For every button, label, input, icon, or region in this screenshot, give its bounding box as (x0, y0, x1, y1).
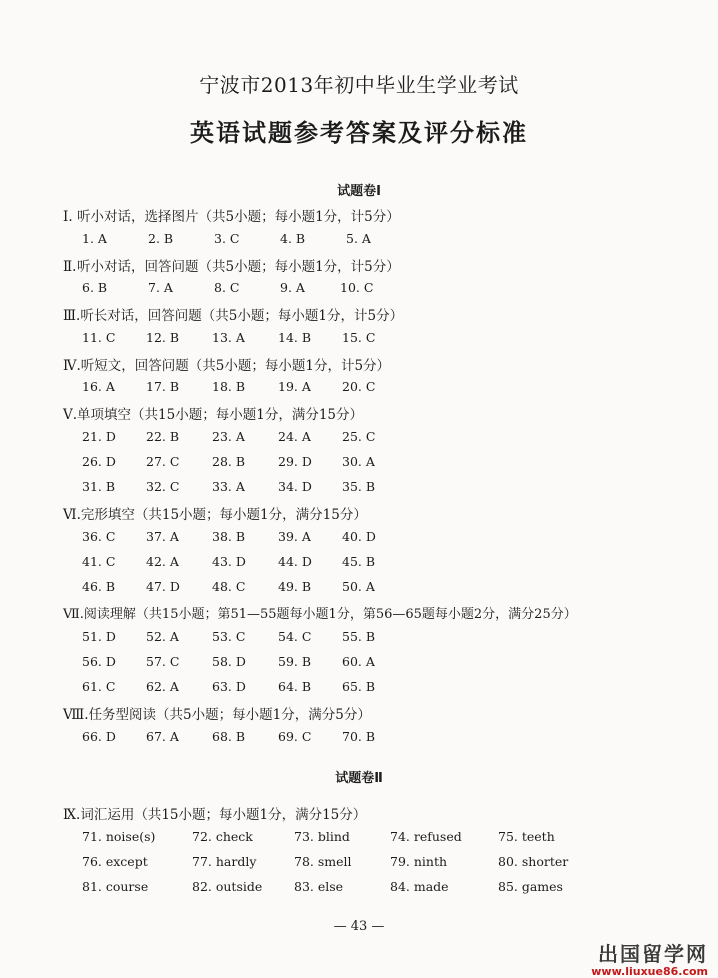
answer-cell: 15. C (342, 330, 376, 345)
answer-cell: 33. A (212, 479, 245, 494)
answer-cell: 10. C (340, 280, 374, 295)
answer-cell: 47. D (146, 579, 180, 594)
section-number: Ⅵ. (63, 507, 81, 523)
paper-two-title: 试题卷Ⅱ (335, 771, 383, 786)
answer-cell: 60. A (342, 654, 375, 669)
answer-cell: 24. A (278, 429, 311, 444)
section-heading (63, 354, 390, 374)
answer-cell: 11. C (82, 330, 116, 345)
answer-cell: 3. C (214, 231, 240, 246)
answer-cell: 44. D (278, 554, 312, 569)
answer-cell: 17. B (146, 379, 180, 394)
answer-cell: 6. B (82, 280, 108, 295)
watermark-url: www.liuxue86.com (591, 965, 708, 978)
answer-cell: 55. B (342, 629, 376, 644)
answer-cell: 18. B (212, 379, 246, 394)
section-number: Ⅴ. (63, 407, 78, 423)
answer-cell: 57. C (146, 654, 180, 669)
answer-cell: 35. B (342, 479, 376, 494)
answer-cell: 20. C (342, 379, 376, 394)
answer-cell: 25. C (342, 429, 376, 444)
answer-cell: 36. C (82, 529, 116, 544)
vocab-cell: 78. smell (294, 854, 352, 869)
answer-cell: 46. B (82, 579, 116, 594)
answer-cell: 63. D (212, 679, 246, 694)
answer-cell: 45. B (342, 554, 376, 569)
answer-cell: 50. A (342, 579, 375, 594)
answer-cell: 62. A (146, 679, 179, 694)
page-number: — 43 — (333, 919, 385, 934)
answer-cell: 53. C (212, 629, 246, 644)
section-title: 单项填空（共15小题；每小题1分，满分15分） (77, 407, 363, 423)
watermark-name: 出国留学网 (598, 942, 708, 966)
section-number: Ⅱ. (63, 259, 77, 275)
vocab-cell: 72. check (192, 829, 253, 844)
answer-cell: 52. A (146, 629, 179, 644)
answer-cell: 13. A (212, 330, 245, 345)
section-heading (63, 403, 363, 423)
section-title: 词汇运用（共15小题；每小题1分，满分15分） (80, 807, 367, 823)
section-number: Ⅸ. (63, 807, 81, 823)
section-heading (63, 255, 400, 275)
answer-cell: 54. C (278, 629, 312, 644)
answer-cell: 42. A (146, 554, 179, 569)
section-heading (63, 803, 366, 823)
answer-cell: 34. D (278, 479, 312, 494)
vocab-cell: 76. except (82, 854, 148, 869)
answer-cell: 66. D (82, 729, 116, 744)
section-number: Ⅷ. (63, 707, 89, 723)
section-number: Ⅳ. (63, 358, 81, 374)
section-number: Ⅶ. (63, 607, 84, 622)
section-title: 阅读理解（共15小题；第51—55题每小题1分，第56—65题每小题2分，满分25分） (83, 607, 577, 622)
answer-cell: 23. A (212, 429, 245, 444)
section-heading (63, 503, 367, 523)
answer-cell: 39. A (278, 529, 311, 544)
section-number: Ⅰ. (63, 209, 73, 225)
answer-cell: 40. D (342, 529, 376, 544)
vocab-cell: 83. else (294, 879, 344, 894)
answer-cell: 22. B (146, 429, 180, 444)
answer-cell: 61. C (82, 679, 116, 694)
section-title: 听小对话，回答问题（共5小题；每小题1分，计5分） (77, 259, 400, 275)
answer-cell: 70. B (342, 729, 376, 744)
vocab-cell: 81. course (82, 879, 149, 894)
section-title: 任务型阅读（共5小题；每小题1分，满分5分） (88, 707, 371, 723)
exam-title: 宁波市2013年初中毕业生学业考试 (199, 73, 519, 97)
answer-cell: 32. C (146, 479, 180, 494)
answer-cell: 27. C (146, 454, 180, 469)
section-number: Ⅲ. (63, 308, 81, 324)
answer-cell: 7. A (148, 280, 173, 295)
answer-cell: 14. B (278, 330, 312, 345)
answer-cell: 4. B (280, 231, 306, 246)
site-watermark (591, 938, 708, 978)
answer-cell: 43. D (212, 554, 246, 569)
section-heading (63, 304, 403, 324)
answer-cell: 59. B (278, 654, 312, 669)
answer-cell: 29. D (278, 454, 312, 469)
vocab-cell: 75. teeth (498, 829, 555, 844)
answer-cell: 56. D (82, 654, 116, 669)
answer-cell: 21. D (82, 429, 116, 444)
vocab-cell: 73. blind (294, 829, 350, 844)
answer-cell: 67. A (146, 729, 179, 744)
answer-cell: 38. B (212, 529, 246, 544)
answer-cell: 19. A (278, 379, 311, 394)
answer-cell: 58. D (212, 654, 246, 669)
section-heading (63, 703, 371, 723)
answer-cell: 65. B (342, 679, 376, 694)
vocab-cell: 84. made (390, 879, 449, 894)
answer-cell: 37. A (146, 529, 179, 544)
section-heading (63, 603, 577, 622)
answer-cell: 9. A (280, 280, 305, 295)
answer-cell: 28. B (212, 454, 246, 469)
answer-cell: 2. B (148, 231, 174, 246)
answer-cell: 69. C (278, 729, 312, 744)
answer-key-title: 英语试题参考答案及评分标准 (190, 119, 528, 147)
answer-cell: 48. C (212, 579, 246, 594)
section-title: 听短文，回答问题（共5小题；每小题1分，计5分） (80, 358, 391, 374)
answer-cell: 16. A (82, 379, 115, 394)
vocab-cell: 74. refused (390, 829, 462, 844)
answer-cell: 26. D (82, 454, 116, 469)
section-title: 完形填空（共15小题；每小题1分，满分15分） (80, 507, 367, 523)
answer-cell: 31. B (82, 479, 116, 494)
answer-cell: 64. B (278, 679, 312, 694)
answer-cell: 12. B (146, 330, 180, 345)
vocab-cell: 71. noise(s) (82, 829, 156, 844)
section-title: 听长对话，回答问题（共5小题；每小题1分，计5分） (80, 308, 404, 324)
vocab-cell: 82. outside (192, 879, 263, 894)
answer-cell: 68. B (212, 729, 246, 744)
answer-cell: 49. B (278, 579, 312, 594)
vocab-cell: 80. shorter (498, 854, 569, 869)
answer-cell: 30. A (342, 454, 375, 469)
answer-cell: 5. A (346, 231, 371, 246)
section-title: 听小对话，选择图片（共5小题；每小题1分，计5分） (77, 209, 400, 225)
answer-cell: 41. C (82, 554, 116, 569)
vocab-cell: 77. hardly (192, 854, 257, 869)
answer-cell: 1. A (82, 231, 107, 246)
answer-cell: 8. C (214, 280, 240, 295)
section-heading (63, 205, 400, 225)
answer-cell: 51. D (82, 629, 116, 644)
vocab-cell: 79. ninth (390, 854, 448, 869)
vocab-cell: 85. games (498, 879, 563, 894)
paper-one-title: 试题卷Ⅰ (337, 184, 381, 199)
